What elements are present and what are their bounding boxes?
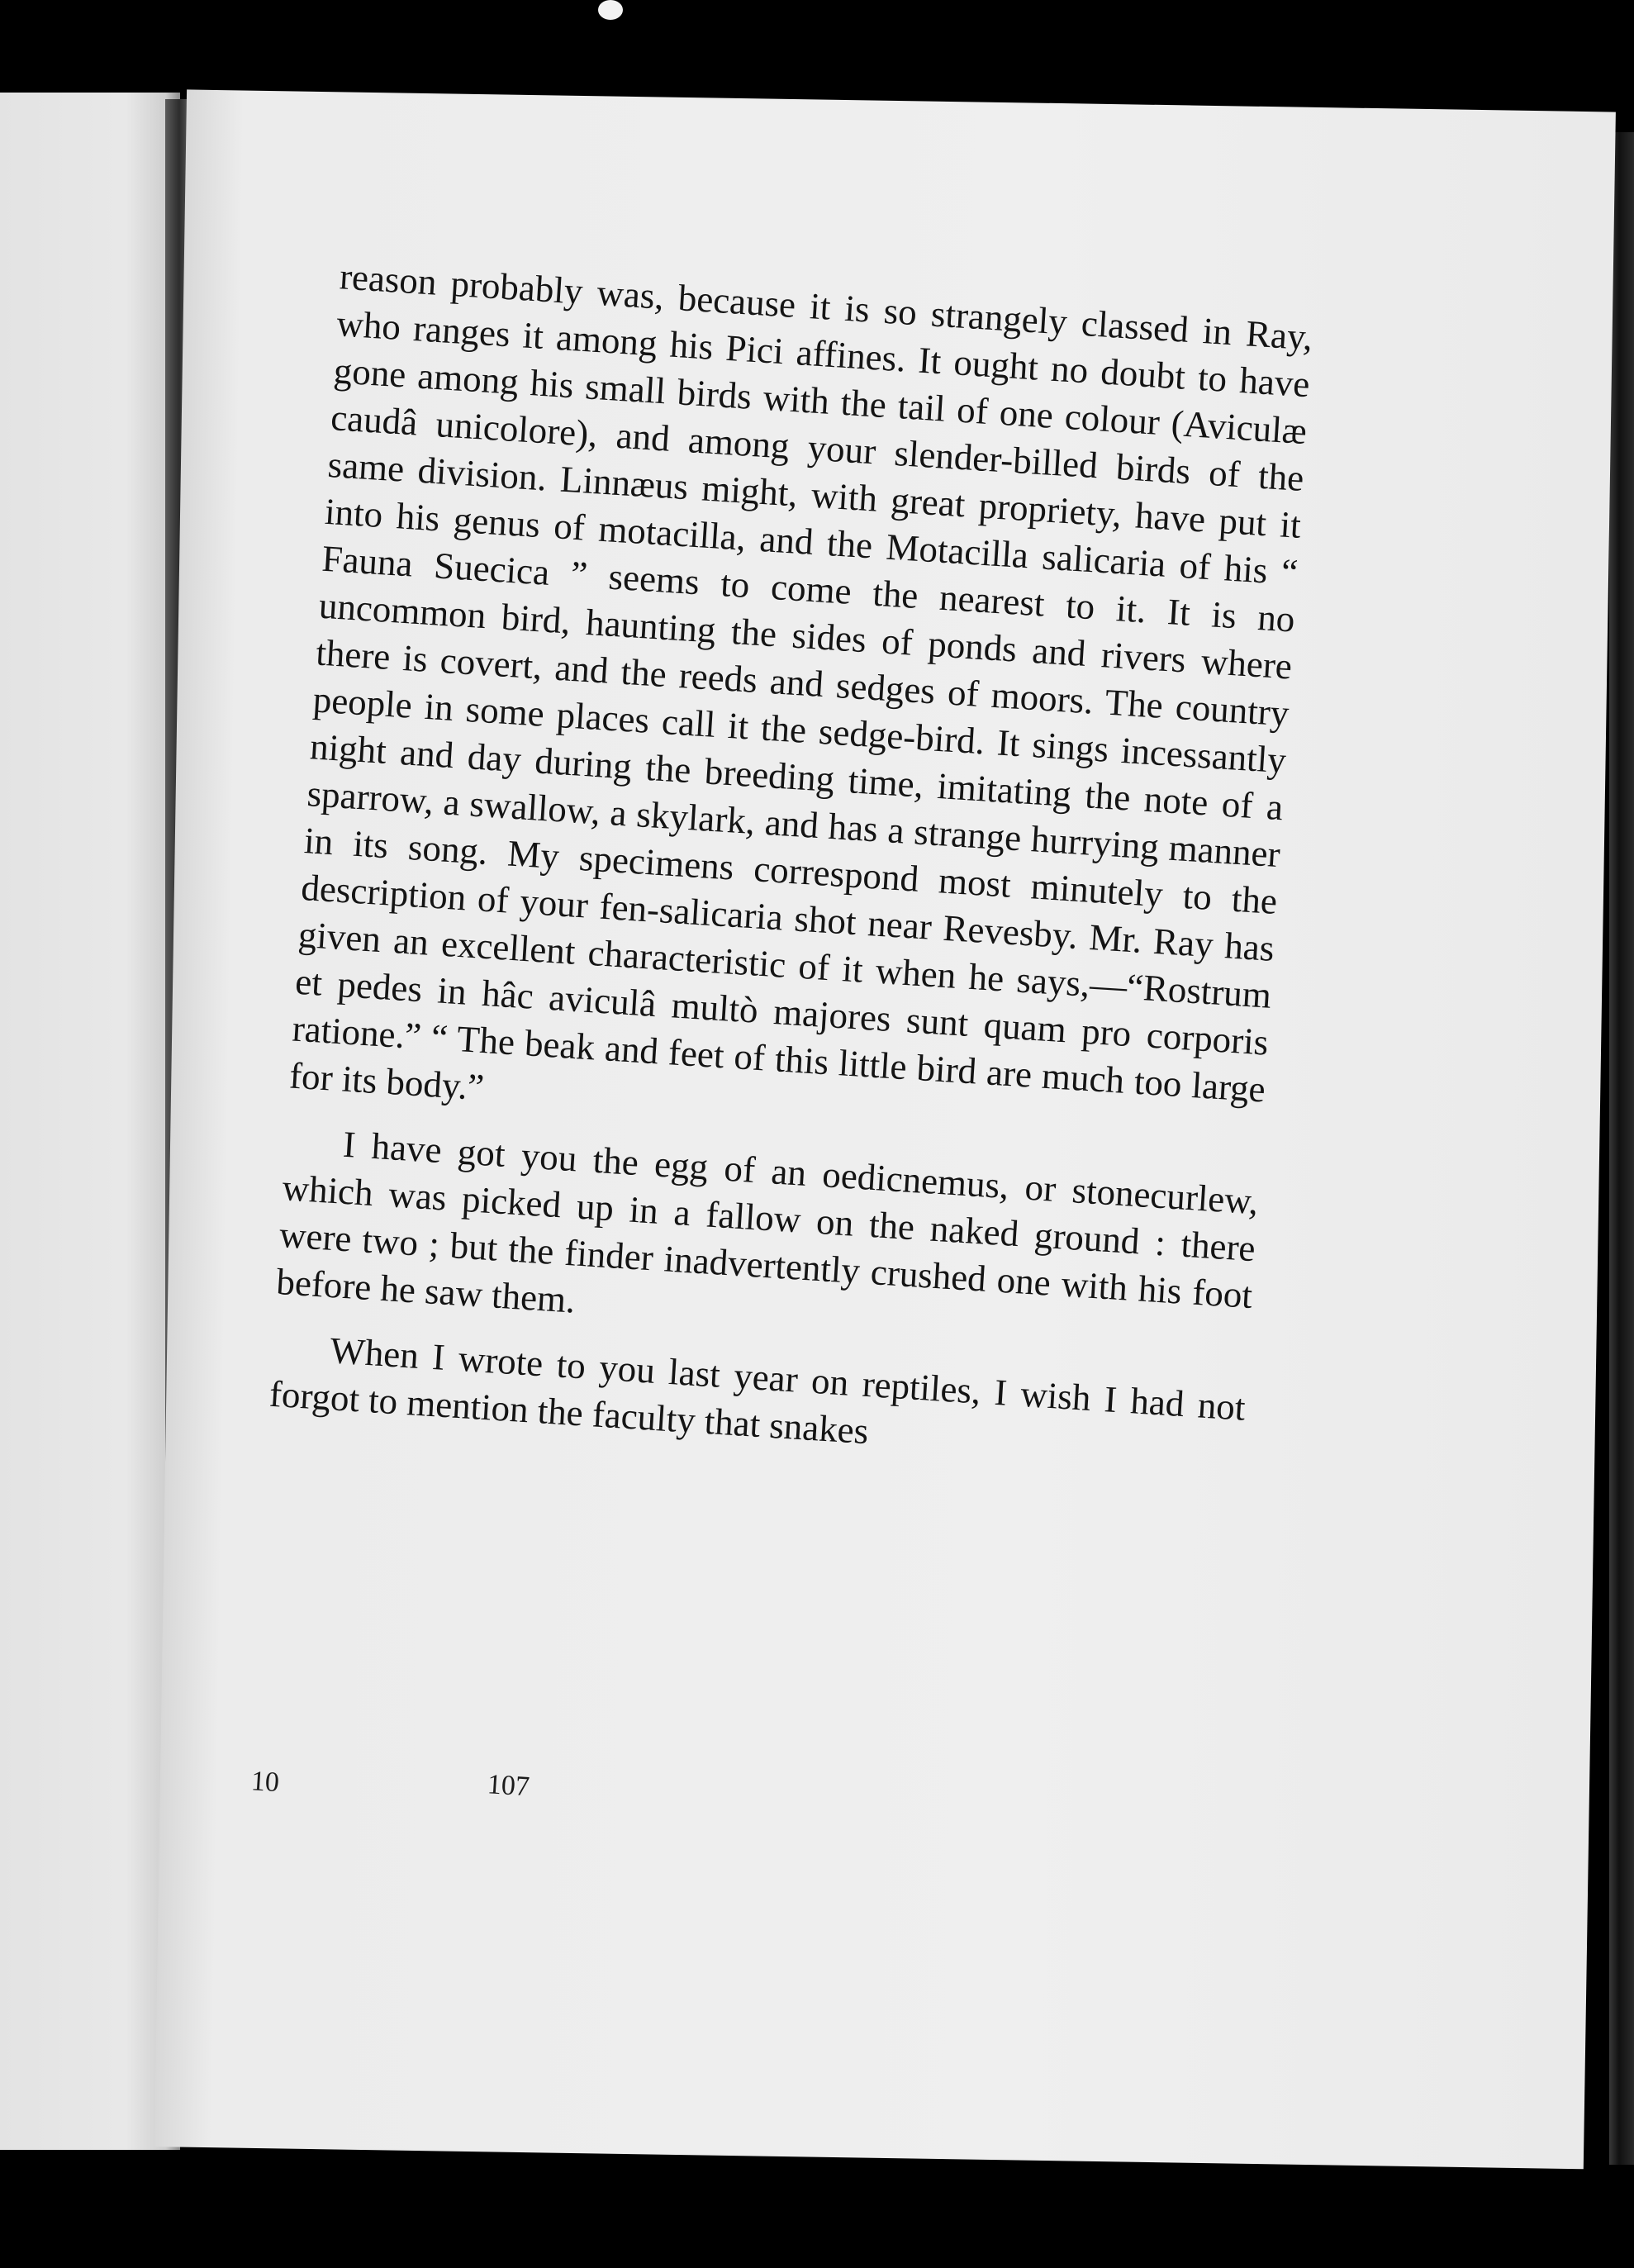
paragraph-stone-curlew-egg: I have got you the egg of an oedicnemus, or stonecurlew, which was picked up in a fallow on the naked ground : there were two ; but the finder inadvertently crushed one with his foot before he saw them. bbox=[275, 1123, 1260, 1321]
page-number: 107 bbox=[486, 1769, 531, 1803]
paragraph-reptiles: When I wrote to you last year on reptiles, I wish I had not forgot to mention the faculty that snakes bbox=[268, 1329, 1247, 1453]
film-punch-hole bbox=[598, 0, 623, 20]
book-page bbox=[154, 89, 1616, 2169]
paragraph-reed-sparrow: reason probably was, because it is so strangely classed in Ray, who ranges it among his Pici affines. It ought no doubt to have gone among his small birds with the tail of one colour (Aviculæ caudâ unicolore), and among your slender-billed birds of the same division. Linnæus might, with great propriety, have put it into his genus of motacilla, and the Motacilla salicaria of his “ Fauna Suecica ” seems to come the nearest to it. It is no uncommon bird, haunting the sides of ponds and rivers where there is covert, and the reeds and sedges of moors. The country people in some places call it the sedge-bird. It sings incessantly night and day during the breeding time, imitating the note of a sparrow, a swallow, a skylark, and has a strange hurrying manner in its song. My specimens correspond most minutely to the description of your fen-salicaria shot near Revesby. Mr. Ray has given an excellent characteristic of it when he says,—“Rostrum et pedes in hâc aviculâ multò majores sunt quam pro corporis ratione.” “ The beak and feet of this little bird are much too large for its body.” bbox=[287, 255, 1314, 1110]
left-page-edge bbox=[0, 93, 180, 2150]
right-page-edge bbox=[1609, 132, 1634, 2165]
page-body-text bbox=[267, 253, 1314, 1496]
signature-mark: 10 bbox=[249, 1766, 281, 1799]
